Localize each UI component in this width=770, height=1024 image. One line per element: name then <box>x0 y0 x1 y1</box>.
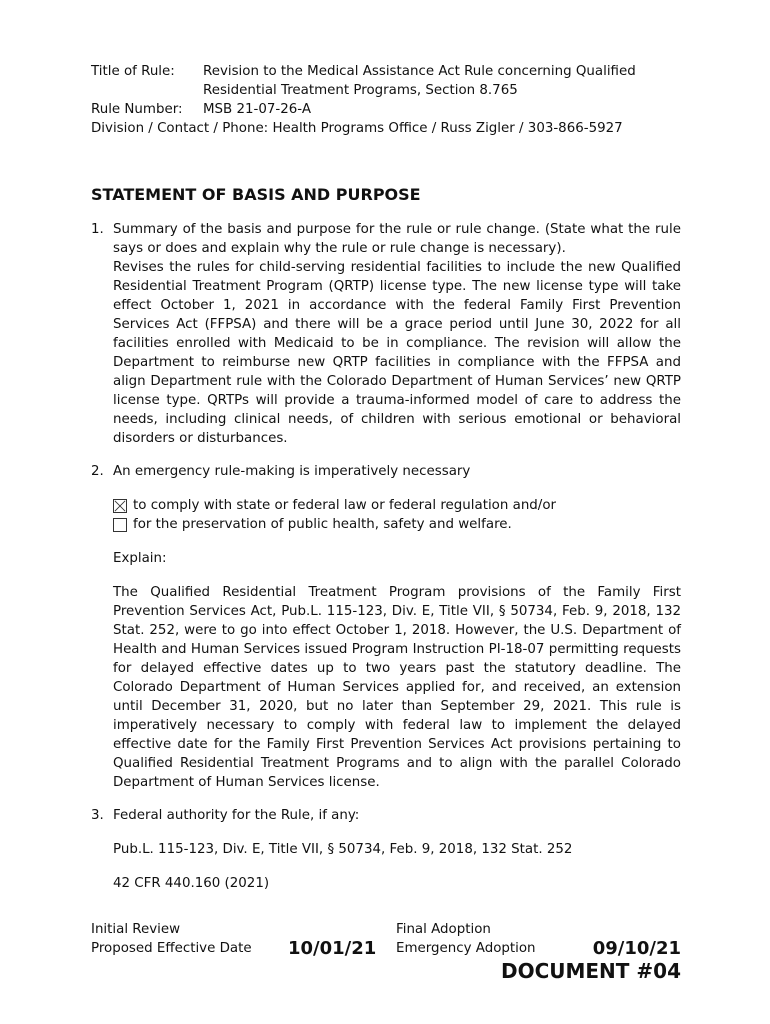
document-number: DOCUMENT #04 <box>500 959 681 983</box>
x-mark-icon <box>114 499 126 513</box>
checked-checkbox-icon[interactable] <box>113 499 127 513</box>
emergency-adoption-label: Emergency Adoption <box>396 941 536 956</box>
option-public-health[interactable] <box>113 515 681 534</box>
unchecked-checkbox-icon[interactable] <box>113 518 127 532</box>
adoption-footer <box>91 920 681 1020</box>
emergency-adoption-date: 09/10/21 <box>592 938 681 959</box>
final-adoption-label: Final Adoption <box>396 922 491 937</box>
explain-label: Explain: <box>113 551 167 566</box>
title-of-rule-line2: Residential Treatment Programs, Section 8.765 <box>203 83 518 98</box>
item-2-explanation: The Qualified Residential Treatment Program provisions of the Family First Prevention Services Act, Pub.L. 115-123, Div. E, Title VII, § 50734, Feb. 9, 2018, 132 Stat. 252, were to go into effect October 1, 2018. However, the U.S. Department of Health and Human Services issued Program Instruction PI-18-07 permitting requests for delayed effective dates up to two years past the statutory deadline. The Colorado Department of Human Services applied for, and received, an extension until December 31, 2020, but no later than September 29, 2021. This rule is imperatively necessary to comply with federal law to implement the delayed effective date for the Family First Prevention Services Act provisions pertaining to Qualified Residential Treatment Programs and to align with the parallel Colorado Department of Human Services license. <box>113 585 681 790</box>
proposed-effective-date-label: Proposed Effective Date <box>91 941 252 956</box>
section-heading: STATEMENT OF BASIS AND PURPOSE <box>91 185 421 204</box>
item-1-number: 1. <box>91 222 104 237</box>
title-of-rule-line1: Revision to the Medical Assistance Act Rule concerning Qualified <box>203 64 636 79</box>
item-3-prompt: Federal authority for the Rule, if any: <box>113 808 360 823</box>
option-public-health-label: for the preservation of public health, safety and welfare. <box>133 517 512 532</box>
title-of-rule-label: Title of Rule: <box>91 64 175 79</box>
proposed-effective-date: 10/01/21 <box>288 938 377 959</box>
item-2 <box>91 462 681 792</box>
rule-header <box>91 62 681 138</box>
item-2-number: 2. <box>91 464 104 479</box>
rule-number-label: Rule Number: <box>91 102 183 117</box>
item-1-answer: Revises the rules for child-serving residential facilities to include the new Qualified Residential Treatment Program (QRTP) license type. The new license type will take effect October 1, 2021 in accordance with the federal Family First Prevention Services Act (FFPSA) and there will be a grace period until June 30, 2022 for all facilities enrolled with Medicaid to be in compliance. The revision will allow the Department to reimburse new QRTP facilities in compliance with the FFPSA and align Department rule with the Colorado Department of Human Services’ new QRTP license type. QRTPs will provide a trauma-informed model of care to address the needs, including clinical needs, of children with serious emotional or behavioral disorders or disturbances. <box>113 260 681 446</box>
rule-number-value: MSB 21-07-26-A <box>203 102 311 117</box>
item-3 <box>91 806 681 893</box>
item-2-prompt: An emergency rule-making is imperatively necessary <box>113 464 471 479</box>
item-1-prompt: Summary of the basis and purpose for the rule or rule change. (State what the rule says or does and explain why the rule or rule change is necessary). <box>113 222 681 256</box>
option-comply-label: to comply with state or federal law or federal regulation and/or <box>133 498 557 513</box>
initial-review-label: Initial Review <box>91 922 181 937</box>
federal-authority-2: 42 CFR 440.160 (2021) <box>113 876 270 891</box>
division-contact-phone: Division / Contact / Phone: Health Programs Office / Russ Zigler / 303-866-5927 <box>91 121 623 136</box>
federal-authority-1: Pub.L. 115-123, Div. E, Title VII, § 50734, Feb. 9, 2018, 132 Stat. 252 <box>113 842 573 857</box>
rule-document <box>91 62 681 893</box>
item-1 <box>91 220 681 448</box>
option-comply-with-law[interactable] <box>113 496 681 515</box>
item-3-number: 3. <box>91 808 104 823</box>
